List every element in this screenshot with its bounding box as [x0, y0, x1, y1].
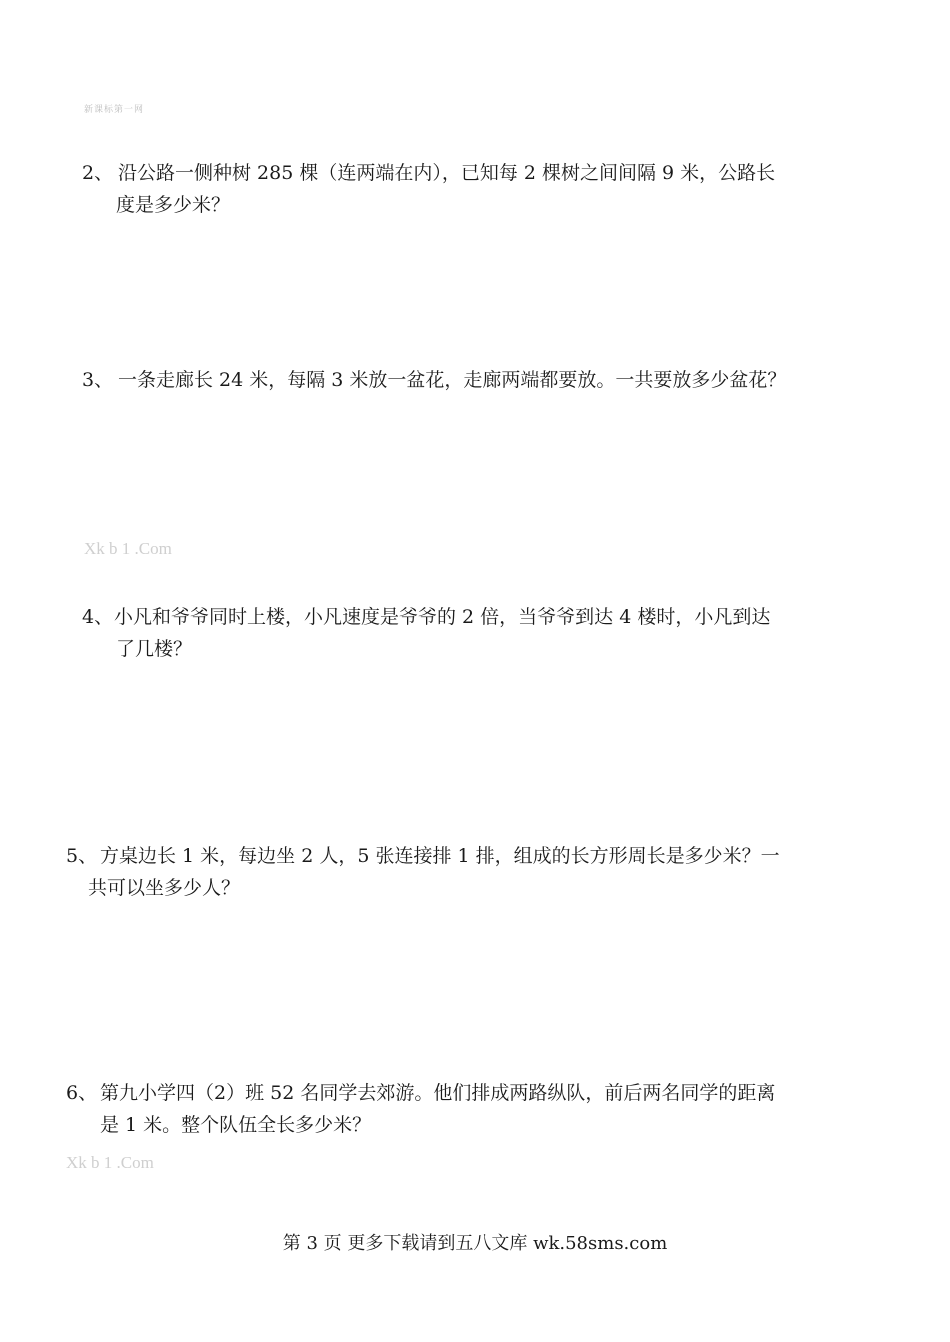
header-watermark: 新课标第一网: [84, 105, 145, 115]
question-4-text: 小凡和爷爷同时上楼，小凡速度是爷爷的 2 倍，当爷爷到达 4 楼时，小凡到达: [114, 606, 771, 628]
question-4: [82, 601, 770, 665]
question-6-line-1: [66, 1077, 775, 1109]
question-5-text: 方桌边长 1 米，每边坐 2 人，5 张连接排 1 排，组成的长方形周长是多少米？一: [100, 845, 780, 867]
question-6: [66, 1077, 775, 1141]
watermark-2: Xk b 1 .Com: [66, 1153, 154, 1172]
question-2-text: 沿公路一侧种树 285 棵（连两端在内），已知每 2 棵树之间间隔 9 米，公路长: [118, 162, 776, 184]
question-3-number: 3、: [82, 369, 114, 391]
question-4-number: 4、: [82, 606, 114, 628]
question-3-line-1: [82, 364, 786, 396]
question-2: [82, 157, 775, 221]
question-5-line-2: 共可以坐多少人？: [88, 877, 241, 899]
question-3-text: 一条走廊长 24 米，每隔 3 米放一盆花，走廊两端都要放。一共要放多少盆花？: [118, 369, 787, 391]
page-footer: 第 3 页 更多下载请到五八文库 wk.58sms.com: [282, 1233, 668, 1254]
question-5: [66, 840, 780, 904]
question-6-text: 第九小学四（2）班 52 名同学去郊游。他们排成两路纵队，前后两名同学的距离: [100, 1082, 776, 1104]
question-6-line-2: 是 1 米。整个队伍全长多少米？: [100, 1114, 372, 1136]
question-5-number: 5、: [66, 845, 98, 867]
watermark-1: Xk b 1 .Com: [84, 539, 172, 558]
question-6-number: 6、: [66, 1082, 98, 1104]
question-5-line-1: [66, 840, 780, 872]
question-2-line-1: [82, 157, 775, 189]
question-2-number: 2、: [82, 162, 114, 184]
question-3: [82, 364, 786, 396]
question-2-line-2: 度是多少米？: [116, 194, 231, 216]
question-4-line-1: [82, 601, 770, 633]
question-4-line-2: 了几楼？: [116, 638, 193, 660]
